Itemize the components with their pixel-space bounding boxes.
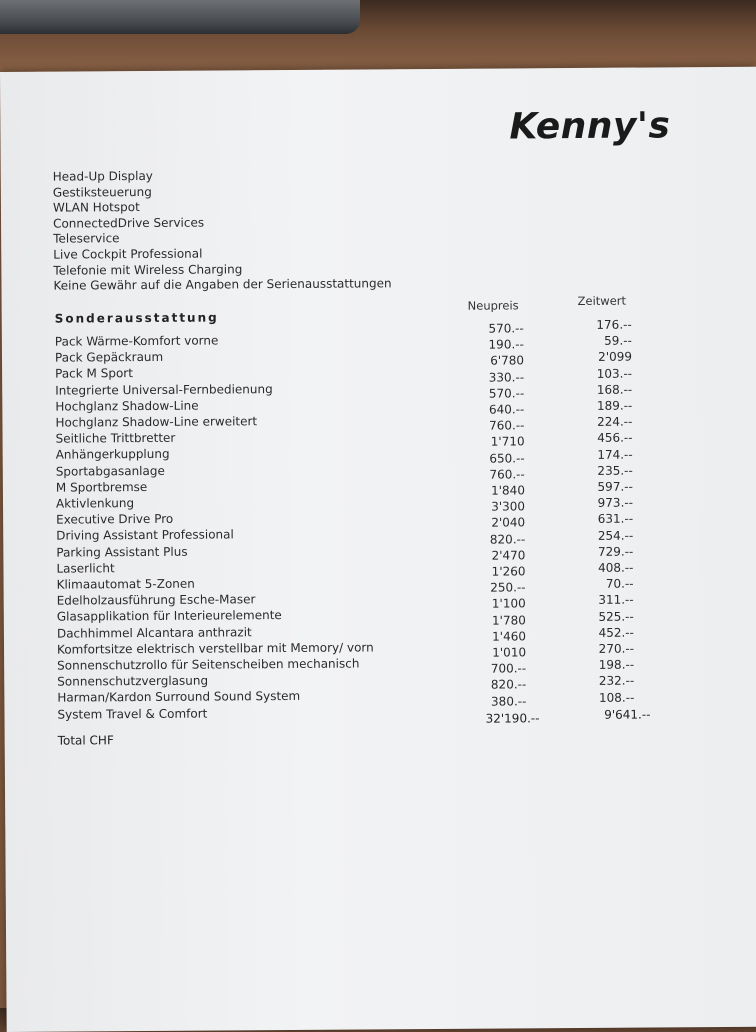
- option-zeitwert: 108.--: [598, 690, 635, 705]
- option-neupreis: 760.--: [489, 467, 525, 482]
- neupreis-column: [472, 320, 535, 709]
- standard-feature-item: Live Cockpit Professional: [53, 246, 203, 262]
- option-neupreis: 1'100: [491, 596, 526, 612]
- option-name: Executive Drive Pro: [56, 512, 174, 527]
- option-neupreis: 250.--: [490, 580, 526, 595]
- option-zeitwert: 631.--: [597, 512, 634, 527]
- option-neupreis: 1'840: [491, 483, 525, 498]
- option-name: Laserlicht: [56, 561, 115, 576]
- total-neupreis: 32'190.--: [485, 711, 540, 726]
- option-name: Driving Assistant Professional: [56, 527, 234, 544]
- option-neupreis: 2'040: [491, 515, 526, 531]
- option-zeitwert: 525.--: [598, 609, 634, 624]
- option-name: Edelholzausführung Esche-Maser: [56, 592, 256, 608]
- column-header-zeitwert: Zeitwert: [577, 293, 627, 308]
- option-neupreis: 650.--: [489, 450, 525, 466]
- option-zeitwert: 729.--: [597, 544, 634, 559]
- option-name: Harman/Kardon Surround Sound System: [57, 689, 301, 706]
- option-neupreis: 190.--: [488, 337, 524, 352]
- option-neupreis: 1'710: [490, 434, 525, 450]
- option-zeitwert: 232.--: [598, 674, 635, 689]
- laptop-edge: [0, 0, 360, 34]
- option-neupreis: 570.--: [488, 386, 525, 401]
- total-zeitwert: 9'641.--: [604, 707, 651, 722]
- option-name: Sonnenschutzrollo für Seitenscheiben mechanisch: [57, 656, 360, 673]
- option-zeitwert: 189.--: [596, 398, 633, 413]
- option-name: Anhängerkupplung: [55, 447, 170, 463]
- option-zeitwert: 456.--: [597, 431, 633, 446]
- brand-logo: Kenny's: [509, 105, 671, 148]
- option-zeitwert: 452.--: [598, 625, 634, 640]
- section-title: Sonderausstattung: [54, 310, 219, 326]
- option-neupreis: 1'010: [492, 645, 527, 660]
- option-name: Glasapplikation für Interieurelemente: [56, 608, 282, 625]
- option-neupreis: 820.--: [490, 677, 527, 693]
- standard-feature-item: Teleservice: [53, 231, 120, 247]
- option-neupreis: 2'470: [491, 548, 526, 563]
- options-name-column: [55, 331, 374, 722]
- option-name: Aktivlenkung: [55, 496, 135, 511]
- standard-feature-item: ConnectedDrive Services: [53, 215, 205, 231]
- option-neupreis: 1'460: [492, 629, 527, 644]
- option-name: Parking Assistant Plus: [56, 544, 188, 560]
- option-name: Klimaautomat 5-Zonen: [56, 576, 195, 592]
- option-neupreis: 760.--: [489, 418, 525, 433]
- standard-feature-item: Keine Gewähr auf die Angaben der Serienausstattungen: [53, 276, 392, 293]
- option-zeitwert: 2'099: [598, 350, 633, 365]
- option-zeitwert: 70.--: [605, 576, 634, 592]
- option-name: Hochglanz Shadow-Line erweitert: [55, 414, 258, 430]
- standard-feature-item: Gestiksteuerung: [52, 184, 152, 200]
- option-neupreis: 570.--: [488, 321, 524, 336]
- standard-feature-item: Head-Up Display: [52, 168, 153, 184]
- total-label: Total CHF: [57, 733, 114, 748]
- option-zeitwert: 168.--: [596, 382, 633, 397]
- option-neupreis: 380.--: [490, 694, 527, 709]
- option-neupreis: 6'780: [490, 353, 525, 368]
- option-zeitwert: 270.--: [598, 641, 635, 656]
- option-name: Pack Gepäckraum: [54, 350, 164, 365]
- option-zeitwert: 59.--: [604, 333, 632, 348]
- option-name: Seitliche Trittbretter: [55, 431, 176, 446]
- option-name: Pack Wärme-Komfort vorne: [54, 333, 219, 349]
- option-neupreis: 330.--: [488, 369, 525, 385]
- standard-feature-item: Telefonie mit Wireless Charging: [53, 261, 243, 278]
- option-name: Sonnenschutzverglasung: [57, 673, 209, 689]
- standard-feature-item: WLAN Hotspot: [52, 200, 140, 215]
- option-zeitwert: 973.--: [597, 495, 634, 511]
- option-zeitwert: 597.--: [597, 479, 633, 494]
- option-neupreis: 1'260: [491, 564, 526, 579]
- option-name: M Sportbremse: [55, 479, 148, 495]
- option-name: Pack M Sport: [55, 366, 133, 382]
- option-name: Dachhimmel Alcantara anthrazit: [56, 624, 252, 641]
- option-neupreis: 1'780: [491, 612, 526, 628]
- option-zeitwert: 311.--: [598, 593, 634, 608]
- option-zeitwert: 254.--: [597, 528, 634, 543]
- option-zeitwert: 176.--: [596, 317, 632, 332]
- option-name: System Travel & Comfort: [57, 706, 208, 722]
- column-header-neupreis: Neupreis: [467, 298, 519, 313]
- option-zeitwert: 408.--: [598, 560, 634, 575]
- option-name: Sportabgasanlage: [55, 463, 165, 479]
- option-zeitwert: 103.--: [596, 366, 633, 381]
- standard-features-list: [53, 167, 392, 294]
- option-zeitwert: 198.--: [598, 657, 635, 673]
- zeitwert-column: [582, 317, 645, 706]
- option-neupreis: 820.--: [489, 531, 526, 547]
- option-zeitwert: 235.--: [597, 463, 633, 478]
- option-neupreis: 640.--: [488, 402, 525, 417]
- option-name: Komfortsitze elektrisch verstellbar mit Memory/ vorn: [56, 640, 374, 657]
- option-zeitwert: 224.--: [597, 414, 633, 430]
- option-neupreis: 700.--: [490, 661, 527, 676]
- option-neupreis: 3'300: [491, 499, 526, 514]
- document-page: [0, 67, 756, 1032]
- option-name: Hochglanz Shadow-Line: [55, 398, 199, 414]
- option-name: Integrierte Universal-Fernbedienung: [55, 381, 273, 398]
- option-zeitwert: 174.--: [597, 447, 633, 462]
